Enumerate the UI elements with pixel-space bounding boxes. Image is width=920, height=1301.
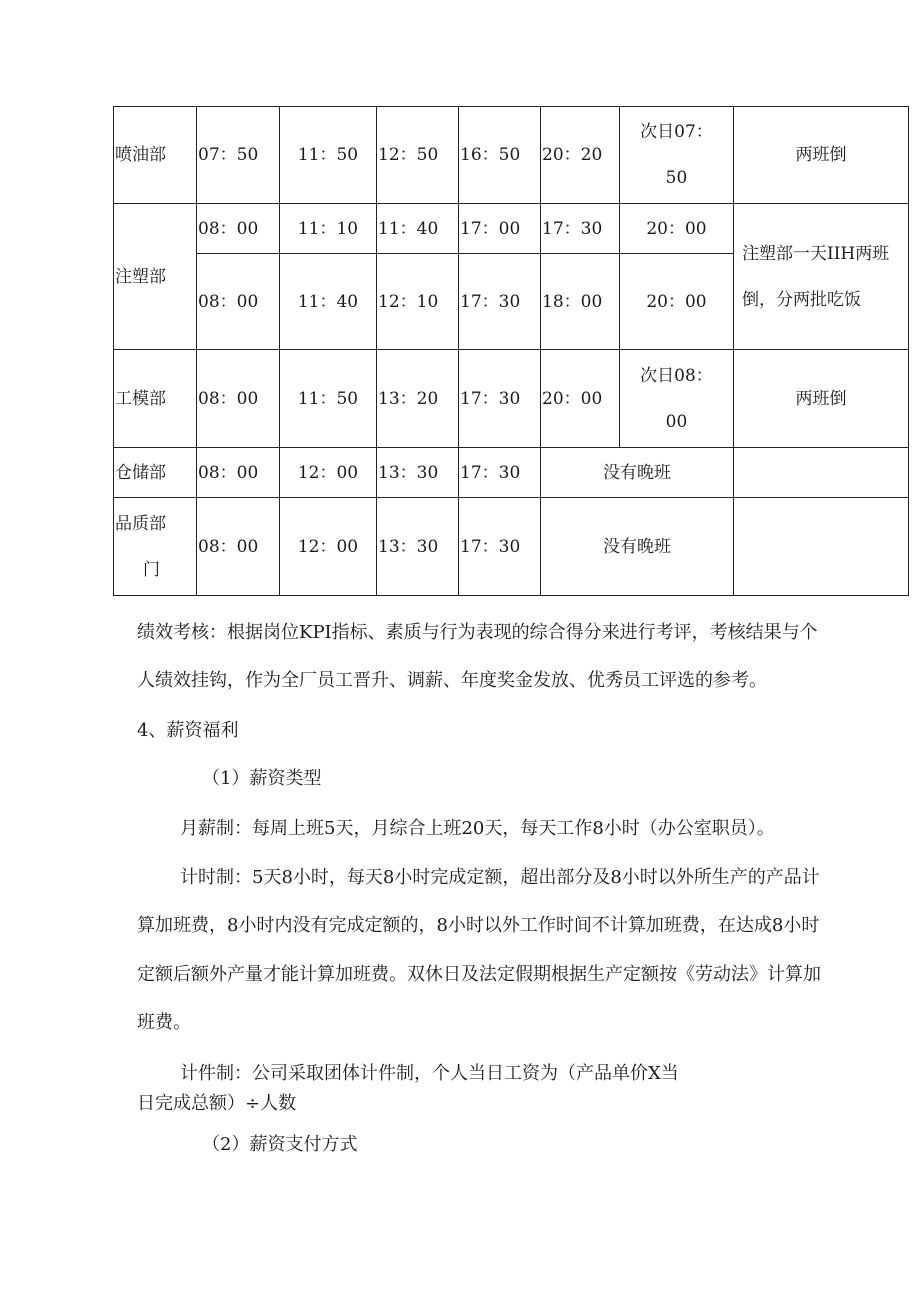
- time-cell: 11：50: [280, 350, 377, 448]
- time-cell: 13：30: [377, 498, 459, 596]
- dept-cell: [114, 498, 197, 596]
- time-line: 00: [665, 411, 688, 432]
- time-cell: 12：50: [377, 107, 459, 204]
- time-line: 次日08：: [640, 365, 713, 386]
- time-cell: 17：30: [459, 448, 541, 498]
- dept-cell: 喷油部: [114, 107, 197, 204]
- performance-text-line: 人绩效挂钩，作为全厂员工晋升、调薪、年度奖金发放、优秀员工评选的参考。: [137, 670, 767, 691]
- time-cell: 20：00: [620, 204, 734, 254]
- time-cell: 11：40: [280, 254, 377, 350]
- table-row: [114, 107, 909, 204]
- time-cell: 08：00: [197, 498, 280, 596]
- note-cell: 注塑部一天IIH两班倒，分两批吃饭: [734, 204, 909, 350]
- time-cell: 20：00: [541, 350, 620, 448]
- table-row: [114, 498, 909, 596]
- time-cell: 07：50: [197, 107, 280, 204]
- time-cell: 13：20: [377, 350, 459, 448]
- time-cell: 12：10: [377, 254, 459, 350]
- note-cell: [734, 448, 909, 498]
- section-heading: 4、薪资福利: [137, 720, 239, 741]
- time-cell: [620, 350, 734, 448]
- time-line: 次日07：: [640, 122, 713, 142]
- note-cell: [734, 498, 909, 596]
- time-cell: 13：30: [377, 448, 459, 498]
- time-cell: 17：30: [541, 204, 620, 254]
- time-cell: 17：30: [459, 350, 541, 448]
- hourly-salary-text: 定额后额外产量才能计算加班费。双休日及法定假期根据生产定额按《劳动法》计算加: [137, 964, 821, 985]
- time-cell: 12：00: [280, 498, 377, 596]
- shift-schedule-table: [113, 106, 909, 596]
- dept-cell: 仓储部: [114, 448, 197, 498]
- subsection-heading: （1）薪资类型: [202, 768, 322, 789]
- time-cell: 18：00: [541, 254, 620, 350]
- time-cell: 16：50: [459, 107, 541, 204]
- time-cell: 17：30: [459, 498, 541, 596]
- time-cell: 08：00: [197, 204, 280, 254]
- piece-rate-text: 计件制：公司采取团体计件制，个人当日工资为（产品单价X当: [180, 1063, 679, 1084]
- hourly-salary-text: 计时制：5天8小时，每天8小时完成定额，超出部分及8小时以外所生产的产品计: [180, 867, 820, 888]
- table-row: [114, 204, 909, 254]
- time-cell: 17：30: [459, 254, 541, 350]
- time-cell: 08：00: [197, 350, 280, 448]
- time-cell: 20：00: [620, 254, 734, 350]
- note-cell: 两班倒: [734, 107, 909, 204]
- dept-cell: 注塑部: [114, 204, 197, 350]
- time-cell: 11：10: [280, 204, 377, 254]
- dept-line: 门: [143, 559, 160, 580]
- time-cell: 08：00: [197, 448, 280, 498]
- time-cell: 12：00: [280, 448, 377, 498]
- piece-rate-text: 日完成总额）÷人数: [137, 1093, 297, 1114]
- time-cell: [620, 107, 734, 204]
- subsection-heading: （2）薪资支付方式: [202, 1134, 358, 1155]
- hourly-salary-text: 班费。: [137, 1012, 191, 1033]
- time-cell: 08：00: [197, 254, 280, 350]
- dept-cell: 工模部: [114, 350, 197, 448]
- time-line: 50: [665, 168, 688, 188]
- night-shift-cell: 没有晚班: [541, 448, 734, 498]
- night-shift-cell: 没有晚班: [541, 498, 734, 596]
- time-cell: 20：20: [541, 107, 620, 204]
- hourly-salary-text: 算加班费，8小时内没有完成定额的，8小时以外工作时间不计算加班费，在达成8小时: [137, 915, 820, 936]
- note-cell: 两班倒: [734, 350, 909, 448]
- table-row: [114, 448, 909, 498]
- table-row: [114, 350, 909, 448]
- monthly-salary-text: 月薪制：每周上班5天，月综合上班20天，每天工作8小时（办公室职员）。: [180, 818, 775, 839]
- time-cell: 17：00: [459, 204, 541, 254]
- performance-text-line: 绩效考核：根据岗位KPI指标、素质与行为表现的综合得分来进行考评，考核结果与个: [137, 622, 818, 643]
- time-cell: 11：50: [280, 107, 377, 204]
- dept-line: 品质部: [115, 513, 166, 534]
- time-cell: 11：40: [377, 204, 459, 254]
